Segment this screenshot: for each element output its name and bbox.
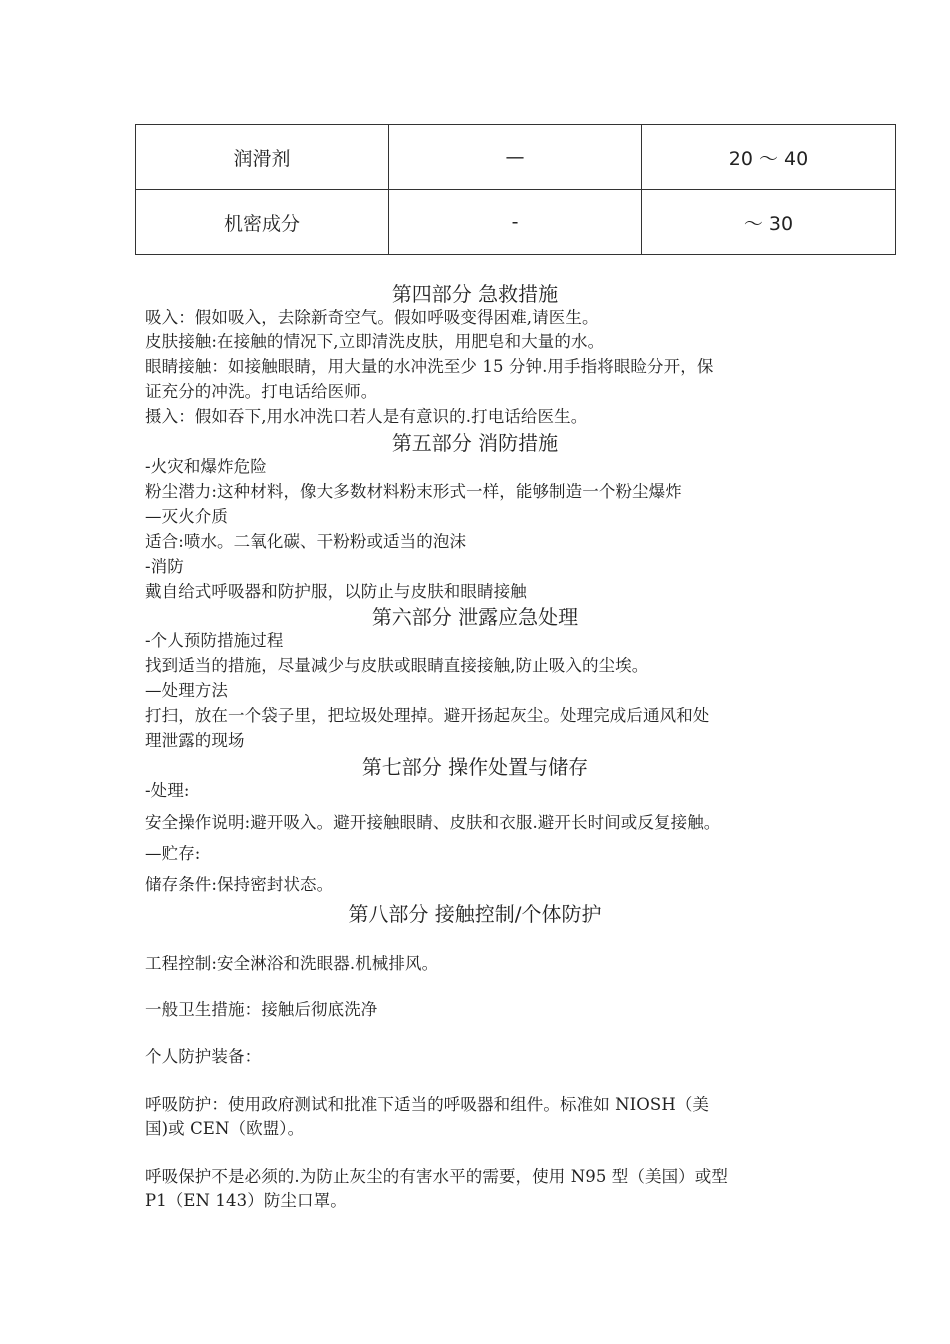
text-line: 个人防护装备： [145, 1047, 262, 1066]
text-line: 安全操作说明:避开吸入。避开接触眼睛、皮肤和衣服.避开长时间或反复接触。 [145, 813, 721, 832]
section-title-fire-fighting: 第五部分 消防措施 [391, 431, 559, 455]
text-line: 国)或 CEN（欧盟）。 [145, 1119, 305, 1138]
table-cell: ～ 30 [642, 190, 896, 255]
section-title-first-aid: 第四部分 急救措施 [391, 282, 559, 306]
text-line: 工程控制:安全淋浴和洗眼器.机械排风。 [145, 954, 439, 973]
table-row [136, 190, 896, 255]
table-cell: 机密成分 [136, 190, 389, 255]
text-line: —处理方法 [145, 681, 228, 700]
text-line: 适合:喷水。二氧化碳、干粉粉或适当的泡沫 [145, 532, 467, 551]
section-title-exposure-control: 第八部分 接触控制/个体防护 [348, 902, 602, 926]
table-cell: 20 ～ 40 [642, 125, 896, 190]
text-line: 呼吸保护不是必须的.为防止灰尘的有害水平的需要，使用 N95 型（美国）或型 [145, 1167, 728, 1186]
text-line: P1（EN 143）防尘口罩。 [145, 1191, 347, 1210]
section-title-spill-response: 第六部分 泄露应急处理 [371, 605, 579, 629]
text-line: 眼睛接触：如接触眼睛，用大量的水冲洗至少 15 分钟.用手指将眼睑分开，保 [145, 357, 714, 376]
text-line: 证充分的冲洗。打电话给医师。 [145, 382, 378, 401]
text-line: 理泄露的现场 [145, 731, 245, 750]
text-line: 皮肤接触:在接触的情况下,立即清洗皮肤，用肥皂和大量的水。 [145, 332, 605, 351]
text-line: 摄入：假如吞下,用水冲洗口若人是有意识的.打电话给医生。 [145, 407, 588, 426]
text-line: 吸入：假如吸入，去除新奇空气。假如呼吸变得困难,请医生。 [145, 308, 599, 327]
text-line: -火灾和爆炸危险 [145, 457, 267, 476]
text-line: 呼吸防护：使用政府测试和批准下适当的呼吸器和组件。标准如 NIOSH（美 [145, 1095, 710, 1114]
table-cell: — [389, 125, 642, 190]
text-line: 打扫，放在一个袋子里，把垃圾处理掉。避开扬起灰尘。处理完成后通风和处 [145, 706, 710, 725]
text-line: —贮存: [145, 844, 201, 863]
text-line: 储存条件:保持密封状态。 [145, 875, 334, 894]
table-row [136, 125, 896, 190]
text-line: -处理: [145, 781, 190, 800]
section-title-handling-storage: 第七部分 操作处置与储存 [361, 755, 589, 779]
text-line: -个人预防措施过程 [145, 631, 284, 650]
table-cell: 润滑剂 [136, 125, 389, 190]
text-line: -消防 [145, 557, 184, 576]
composition-table [135, 124, 896, 255]
text-line: 戴自给式呼吸器和防护服，以防止与皮肤和眼睛接触 [145, 582, 527, 601]
text-line: —灭火介质 [145, 507, 228, 526]
text-line: 一般卫生措施：接触后彻底洗净 [145, 1000, 378, 1019]
text-line: 粉尘潜力:这种材料，像大多数材料粉末形式一样，能够制造一个粉尘爆炸 [145, 482, 682, 501]
text-line: 找到适当的措施，尽量减少与皮肤或眼睛直接接触,防止吸入的尘埃。 [145, 656, 649, 675]
table-cell: - [389, 190, 642, 255]
